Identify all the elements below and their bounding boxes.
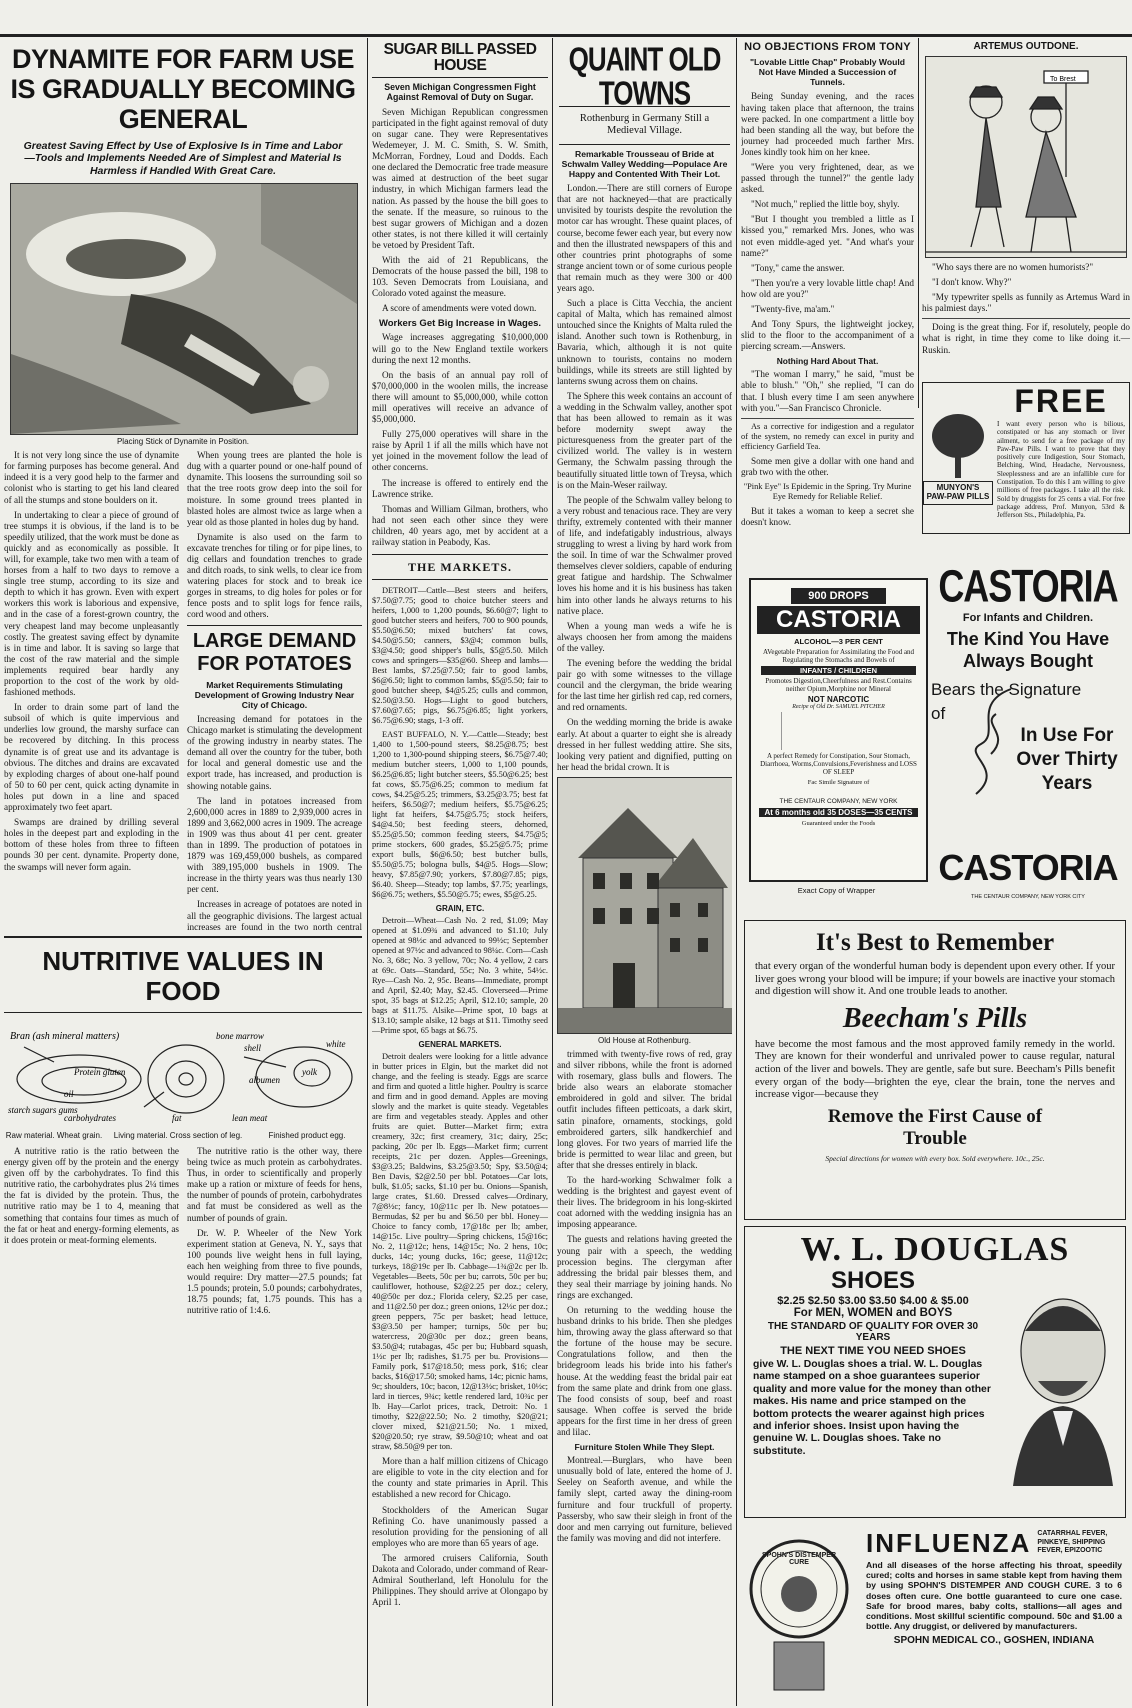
paragraph: London.—There are still corners of Europe that are not hackneyed—that are practically unvisited by tourists despite the revolution the motor car has wrought. These quaint places, of course, become fewer each year, but every now and then the illustrated newspapers of this and other countries print photographs of some strange ancient town or of some curious people that remain much as they were 300 or 400 years ago. <box>557 183 732 294</box>
paragraph: Stockholders of the American Sugar Refining Co. have unanimously passed a resolution providing for the pensioning of all employes who are more than 65 years of age. <box>372 1504 548 1548</box>
paragraph: Dr. W. P. Wheeler of the New York experiment station at Geneva, N. Y., says that 100 pounds live weight hens in full laying, each hen weighing from three to five pounds, would require: Dry matter—27.5 pounds; fat 1.5 pounds; protein, 5.0 pounds; carbohydrates, 18.75 pounds; fat, 1.75 pounds. This has a nutritive ratio of 1:4.6. <box>187 1227 362 1316</box>
tony-column <box>741 42 914 617</box>
market-report: Detroit—Wheat—Cash No. 2 red, $1.09; May opened at $1.09¾ and advanced to $1.10; July opened at 98½c and advanced to 99½c; September opened at 97½c and advanced to 98¼c. Corn—Cash No. 3, 68c; No. 3 yellow, 70c; No. 4 yellow, 2 cars at 69c. Oats—Standard, 55c; No. 3 white, 54½c. Rye—Cash No. 2, 95c. Beans—Immediate, prompt and April, $2.40; May, $2.45. Cloverseed—Prime spot, 35 bags at $12.25; April, $12.10; sample, 20 bags at $11.75. Alsike—Prime spot, 10 bags at $13.10; sample alsike, 12 bags at $11. Timothy seed—Prime spot, 65 bags at $6.75. <box>372 916 548 1036</box>
artemus-cartoon <box>925 56 1127 258</box>
douglas-for: For MEN, WOMEN and BOYS <box>793 1307 953 1319</box>
paragraph: As a corrective for indigestion and a regulator of the system, no remedy can excel in purity and efficiency Garfield Tea. <box>741 418 914 452</box>
paragraph: To the hard-working Schwalmer folk a wedding is the brightest and gayest event of their lives. The bridegroom in his long-skirted coat adorned with the wedding insignia has an imposing appearance. <box>557 1174 732 1230</box>
diagram-caption: Finished product egg. <box>268 1131 346 1140</box>
paragraph: It is not very long since the use of dynamite for farming purposes has become general. And indeed it is a very good help to the farmer and colonist who is starting to get his land cleared of all the stumps and stone boulders on it. <box>4 450 179 505</box>
bottle-text: Guaranteed under the Foods <box>801 820 876 827</box>
diagram-label: oil <box>64 1089 74 1099</box>
bottle-text: Fac Simile Signature of <box>807 779 870 786</box>
illustration-caption: Old House at Rothenburg. <box>598 1035 691 1045</box>
influenza-company: SPOHN MEDICAL CO., GOSHEN, INDIANA <box>893 1635 1095 1647</box>
diagram-label: bone marrow <box>216 1031 264 1041</box>
article-deck: Greatest Saving Effect by Use of Explosive Is in Time and Labor—Tools and Implements Needed Are of Simplest and Material Is Harmless if Handled With Great Care. <box>23 140 343 177</box>
diagram-label: carbohydrates <box>64 1113 116 1123</box>
diagram-label: starch sugars gums <box>8 1105 78 1115</box>
paragraph: "The woman I marry," he said, "must be able to blush." "Oh," she replied, "I can do that. I blush every time I am seen anywhere with you."—San Francisco Chronicle. <box>741 369 914 413</box>
paragraph: Such a place is Citta Vecchia, the ancient capital of Malta, which has remained almost untouched since the Knights of Malta ruled the island. Another such town is Rothenburg, in Bavaria, which, although it is not quite unknown to tourists, contains no modern buildings, while its streets are still lighted by lanterns swung across them on chains. <box>557 298 732 386</box>
douglas-prices: $2.25 $2.50 $3.00 $3.50 $4.00 & $5.00 <box>777 1295 969 1307</box>
paragraph: The armored cruisers California, South Dakota and Colorado, under command of Rear-Admiral Southerland, left Honolulu for the Philippines. They should arrive at Olongapo by April 1. <box>372 1552 548 1608</box>
column-rule <box>736 38 737 1706</box>
market-report: EAST BUFFALO, N. Y.—Cattle—Steady; best 1,400 to 1,500-pound steers, $8.25@8.75; best 1,200 to 1,300-pound shipping steers, $6.75@7.40; medium butcher steers, 1,000 to 1,100 pounds, $6.25@6.85; light butcher steers, $5.50@6.25; best fat cows, $5.75@6.25; common to medium fat cows, $4.25@5.25; trimmers, $3.25@3.75; best fat heifers, $6.50@7; medium heifers, $5.75@6.25; light fat heifers, $4.75@5.75; stock heifers, $4@4.50; best feeding steers, dehorned, $5.25@5.50; common feeding steers, $4.75@5; prime stockers, 600 grades, $5.25@5.75; prime export bulls, $6@6.50; best butcher bulls, $5.50@5.75; bologna bulls, $4@5. Hogs—Slow; heavy, $7.85@7.90; yorkers, $7.80@7.85; pigs, $6.40. Sheep—Steady; top lambs, $7.75; yearlings, $6@6.75; wethers, $5.50@5.75; ewes, $5@5.25. <box>372 730 548 900</box>
bottle-text: ALCOHOL—3 PER CENT <box>794 637 883 646</box>
paragraph: The Sphere this week contains an account of a wedding in the Schwalm valley, another spot that has been allowed to remain as it was before modernity swept away the picturesqueness from the greater part of the civilized world. The valley is in western Germany, the Schwalm passing through the beautifully situated little town of Treysa, which is on the Main-Weser railway. <box>557 390 732 490</box>
paragraph: Fully 275,000 operatives will share in the raise by April 1 if all the mills which have not yet joined in the movement follow the lead of other concerns. <box>372 429 548 473</box>
dynamite-column-left <box>4 450 179 932</box>
spohn-badge: SPOHN'S DISTEMPER CURE <box>761 1552 836 1566</box>
paragraph: When young trees are planted the hole is dug with a quarter pound or one-half pound of dynamite. This loosens the surrounding soil so that the tree roots grow deep into the soil for moisture. In some ground trees planted in blasted holes are almost twice as large when a year old as those planted in holes dug by hand. <box>187 450 362 527</box>
subheading: Nothing Hard About That. <box>776 356 879 367</box>
markets-headline: THE MARKETS. <box>372 554 548 580</box>
paragraph: In order to drain some part of land the subsoil of which is quite impervious and underlies low ground, the marshy surface can be recovered by ditching. In this process dynamite is of great use and its advantage is obvious. The ditches and drains are excavated by exploding charges of about one-half pound of 50 to 60 per cent, quick acting dynamite in holes put down in a line and spaced approximately two feet apart. <box>4 702 179 813</box>
article-headline: QUAINT OLD TOWNS <box>568 42 721 113</box>
paragraph: Seven Michigan Republican congressmen participated in the fight against removal of duty on sugar cane. They were Representatives Wedemeyer, J. M. C. Smith, S. W. Smith, McMorran, Fordney, Loud and Dodds. Each one declared the Democratic free trade measure was aimed at destruction of the beet sugar industry, in which Michigan farmers lead the nation. As passed by the house the bill goes to the senate. If the measure, so ruinous to the best sugar growers of Michigan and a dozen other states, is not there killed it will certainly be vetoed by President Taft. <box>372 106 548 250</box>
bottle-text: THE CENTAUR COMPANY, NEW YORK <box>779 798 898 805</box>
article-headline: NO OBJECTIONS FROM TONY <box>744 42 911 53</box>
paragraph: The increase is offered to entirely end the Lawrence strike. <box>372 477 548 499</box>
paragraph: Increases in acreage of potatoes are noted in all the geographic divisions. The largest actual increases are found in the two north central <box>187 899 362 932</box>
beecham-text: that every organ of the wonderful human body is dependent upon every other. If your liver goes wrong your blood will be impure; if your bowels are inactive your stomach and digestion will show it. And one trouble leads to another. <box>755 961 1115 998</box>
douglas-next: THE NEXT TIME YOU NEED SHOES <box>780 1345 966 1357</box>
bottle-text: AVegetable Preparation for Assimilating the Food and Regulating the Stomachs and Bowels of <box>762 648 915 664</box>
pawpaw-tree-icon <box>928 411 988 481</box>
influenza-sub: CATARRHAL FEVER, PINKEYE, SHIPPING FEVER, EPIZOOTIC <box>1037 1530 1108 1555</box>
article-headline: LARGE DEMAND FOR POTATOES <box>192 629 357 675</box>
munyon-ad <box>922 382 1130 534</box>
dynamite-article <box>4 42 362 932</box>
top-rule <box>0 34 1132 37</box>
old-house-illustration <box>557 777 732 1034</box>
diagram-label: Bran (ash mineral matters) <box>10 1031 120 1042</box>
bottle-text: INFANTS / CHILDREN <box>761 666 916 675</box>
article-deck: "Lovable Little Chap" Probably Would Not Have Minded a Succession of Tunnels. <box>749 57 906 88</box>
castoria-slogan: The Kind You Have Always Bought <box>946 629 1110 671</box>
castoria-in-use: In Use For Over Thirty Years <box>1016 725 1118 794</box>
drops-label: 900 DROPS <box>791 588 886 604</box>
paragraph: The evening before the wedding the bridal pair go with some witnesses to the village council and the clergyman, the bride wearing for the last time her girlish red cap, red corners, and red ornaments. <box>557 658 732 713</box>
paragraph: On returning to the wedding house the husband drinks to his bride. Then she pledges him, throwing away the glass afterward so that the fortune of the house may be secure. Congratulations follow, and then the bridegroom leads his bride into his father's house. At the wedding feast the bridal pair eat from the same plate and drink from one glass. The food consists of soup, beef and roast sausage. When coffee is served the bride appears for the first time in her dress of green and lilac. <box>557 1305 732 1438</box>
paragraph: Being Sunday evening, and the races having taken place that afternoon, the trains were packed. In one compartment a little boy had been standing all the way, but before the journey had proceeded much farther Mrs. Jones kindly took him on her knee. <box>741 91 914 157</box>
paragraph: A nutritive ratio is the ratio between the energy given off by the protein and the energy given off by the carbohydrates. To find this nutritive ratio, the carbohydrates plus 2¼ times the fat is divided by the protein. Thus, the nutritive ratio may be 1 to 4, meaning that something that contains four times as much of the fat or heat and energy-forming elements, as it does protein or meat-forming elements. <box>4 1146 179 1245</box>
paragraph: "Twenty-five, ma'am." <box>751 304 835 315</box>
free-headline: FREE <box>1014 383 1108 419</box>
subheading: Workers Get Big Increase in Wages. <box>378 318 542 330</box>
castoria-bottle <box>749 578 928 882</box>
beecham-remove: Remove the First Cause of Trouble <box>827 1105 1043 1149</box>
artemus-column <box>922 42 1130 372</box>
influenza-ad <box>744 1524 1124 1704</box>
subheading: Furniture Stolen While They Slept. <box>574 1442 715 1453</box>
market-report: DETROIT—Cattle—Best steers and heifers, $7.50@7.75; good to choice butcher steers and heifers, 1,000 to 1,200 pounds, $6.60@7; light to good butcher steers and heifers, 700 to 900 pounds, $5.50@6.50; mixed butchers' fat cows, $4.50@5.50; canners, $3@4; common bulls, $3@4.50; good shipper's bulls, $5@5.50. Milch cows and springers—$35@60. Sheep and lambs—Best lambs, $7.25@7.50; fair to good lambs, $6@6.50; light to common lambs, $5@5.50; fair to good butcher sheep, $4@5.25; culls and common, $2.50@3.50. Hogs—Light to good butchers, $7.60@7.65; pigs, $6.75@6.85; light yorkers, $6.75@6.90; stags, 1-3 off. <box>372 586 548 726</box>
diagram-label: yolk <box>302 1067 317 1077</box>
douglas-name: W. L. DOUGLAS <box>800 1231 1070 1268</box>
paragraph: The people of the Schwalm valley belong to a very robust and tenacious race. They are very thrifty, extremely contented with their manner of life, and indefatigably industrious, always struggling to wrest a living by hard work from the soil. In time of war the Schwalmer proved themselves clever soldiers, capable of enduring great fatigue and hardship. The Schwalmer loves his home and it is his business has taken him into other lands he always returns to his native place. <box>557 494 732 616</box>
douglas-ad <box>744 1226 1126 1518</box>
diagram-label: white <box>326 1039 346 1049</box>
notice: "Pink Eye" Is Epidemic in the Spring. Try Murine Eye Remedy for Reliable Relief. <box>743 481 912 501</box>
paragraph: In undertaking to clear a piece of ground of tree stumps it is obvious, if the land is to be speedily utilized, that the work must be done as quickly and as economically as possible. It will, for example, take two men with a team of horses from a half to two days to remove a single tree stump, according to its size and depth to which it has grown. Even with expert workers this work is laborious and expensive, and in the case of a forest-grown country, the very cheapest land may become unpleasantly costly. The greatest saving effect by dynamite is in time and labor. It is saving so large that the cost of the raw material and the simple implements required bear hardly any proportion to the cost of the work by old-fashioned methods. <box>4 509 179 698</box>
beecham-text: have become the most famous and the most approved family remedy in the world. They are known for their wonderful and unrivaled power to cause regular, natural action of the liver and bowels. They are gentle, safe but sure. Beecham's Pills benefit every organ of the body—brighten the eye, clear the brain, tone the nerves and increase vigor—because they <box>755 1038 1115 1101</box>
illustration-caption: Placing Stick of Dynamite in Position. <box>116 437 250 447</box>
beecham-brand: Beecham's Pills <box>842 1002 1028 1034</box>
nutritive-article <box>4 936 362 1706</box>
subheading: GENERAL MARKETS. <box>418 1040 502 1050</box>
douglas-standard: THE STANDARD OF QUALITY FOR OVER 30 YEARS <box>767 1321 979 1343</box>
paragraph: On the wedding morning the bride is awake early. At about a quarter to eight she is already dressed in her fullest wedding attire. She sits, looking very patient and dignified, putting on her head the bridal crown. It is <box>557 717 732 772</box>
bottle-brand: CASTORIA <box>757 606 920 634</box>
paragraph: Montreal.—Burglars, who have been unusually bold of late, entered the home of J. Seeley on Seaforth avenue, and while the family slept, carted away the dining-room furniture and four truckfull of property. Passersby, who saw their sleigh in front of the door and men carrying out furniture, believed the family was moving and did not interfere. <box>557 1455 732 1543</box>
beecham-headline: It's Best to Remember <box>815 929 1055 956</box>
castoria-ad <box>741 562 1127 910</box>
paragraph: trimmed with twenty-five rows of red, gray and silver ribbons, while the front is adorned with rosemary, glass bulls and flowers. The bride also wears an elaborate stomacher embroidered in gold and silver. The bridal outfit includes fifteen petticoats, a dark skirt, satin pinafore, ornaments, stockings, gold embroidered garters, silk handkerchief and long gloves. For two years of married life the bride is permitted to wear lilac and green, but after that she dresses entirely in black. <box>557 1048 732 1170</box>
castoria-subtitle: For Infants and Children. <box>962 612 1094 624</box>
paragraph: Some men give a dollar with one hand and grab two with the other. <box>741 455 914 477</box>
paragraph: "Not much," replied the little boy, shyly. <box>751 199 900 210</box>
douglas-portrait <box>993 1271 1123 1491</box>
influenza-title: INFLUENZA <box>866 1528 1032 1558</box>
column-rule <box>552 38 553 1706</box>
subheading: GRAIN, ETC. <box>435 904 485 914</box>
bottle-text: A perfect Remedy for Constipation, Sour Stomach, Diarrhoea, Worms,Convulsions,Feverishness and LOSS OF SLEEP <box>760 752 917 776</box>
cartoon-title: ARTEMUS OUTDONE. <box>973 42 1079 52</box>
diagram-label: fat <box>172 1113 182 1123</box>
diagram-caption: Raw material. Wheat grain. <box>5 1131 103 1140</box>
bottle-text: At 6 months old 35 DOSES—35 CENTS <box>759 808 918 817</box>
paragraph: "But I thought you trembled a little as I kissed you," remarked Mrs. Jones, who was not even middle-aged yet. "And what's your name?" <box>741 214 914 258</box>
diagram-label: shell <box>244 1043 261 1053</box>
douglas-text: give W. L. Douglas shoes a trial. W. L. Douglas name stamped on a shoe guarantees superior quality and more value for the money than other makes. His name and price stamped on the bottom protects the wearer against high prices and inferior shoes. Insist upon having the genuine W. L. Douglas shoes. Take no substitute. <box>753 1359 991 1457</box>
paragraph: Increasing demand for potatoes in the Chicago market is stimulating the development of the growing industry in nearby states. The demand all over the country for the tuber, both for local and general domestic use and the export trade, has increased, and production is showing notable gains. <box>187 713 362 791</box>
nutritive-diagram <box>4 1017 362 1129</box>
market-report: Detroit dealers were looking for a little advance in butter prices in Elgin, but the market did not change, and the feeling is steady. Eggs are scarce and firm and quoted a little higher. Poultry is scarce and firm and in good demand. Apples are moving slowly and the market is quite steady. Vegetables are firm and vegetables steady. Apples and other fruits are quiet. Butter—Market firm; extra creamery, 32c; first creamery, 31c; dairy, 25c; packing, 20c per lb. Eggs—Market firm; current receipts, 21c per dozen. Apples—Greenings, $3@3.25; Baldwins, $3.25@3.50; Spy, $3.50@4; Ben Davis, $2@2.50 per bbl. Potatoes—Car lots, bulk, $1.05; sacks, $1.10 per bu. Onions—Spanish, large crates, $1.60. Dressed calves—Ordinary, 7@8½c; fancy, 10@11c per lb. New potatoes—Bermudas, $2 per bu and $6.50 per bbl. Honey—Choice to fancy comb, 17@18c per lb; amber, 14@15c. Live poultry—Spring chickens, 15@16c; No. 2, 11@12c; hens, 14@15c; No. 2 hens, 10c; ducks, 14c; young ducks, 16c; geese, 11@12c; turkeys, 18@19c per lb. Cabbage—1¾@2c per lb. Vegetables—Beets, 50c per bu; carrots, 50c per bu; cauliflower, hothouse, $2@2.25 per doz.; celery, 40@50c per doz.; Florida celery, $2.25 per case, and 11@2.50 per doz.; green onions, 12½c per doz.; green peppers, 75c per basket; head lettuce, $3@3.50 per hamper; turnips, 50c per bu; watercress, 20@30c per doz.; green beans, $3.50@4; rutabagas, 45c per bu; Hubbard squash, 1½c per lb; radishes, $1.75 per bu. Provisions—Family pork, $17@18.50; mess pork, $16; clear backs, $16@17.50; smoked hams, 14c; picnic hams, 9c; shoulders, 10c; bacon, 12@13½c; brisket, 10½c; lard in tierces, 9¾c; kettle rendered lard, 10¾c per lb. Hay—Carlot prices, track, Detroit: No. 1 timothy, $22@22.50; No. 2 timothy, $20@21; clover mixed, $21@21.50; No. 1 mixed, $20@20.50; rye straw, $9.50@10; wheat and oat straw, $8.50@9 per ton. <box>372 1052 548 1452</box>
castoria-footer: THE CENTAUR COMPANY, NEW YORK CITY <box>971 894 1085 900</box>
article-deck: Market Requirements Stimulating Development of Growing Industry Near City of Chicago. <box>194 679 355 710</box>
paragraph: "Were you very frightened, dear, as we passed through the tunnel?" the gentle lady asked. <box>741 161 914 195</box>
wrapper-caption: Exact Copy of Wrapper <box>797 886 876 895</box>
column-rule <box>367 38 368 1706</box>
paragraph: The land in potatoes increased from 2,600,000 acres in 1889 to 2,939,000 acres in 1899 and 3,662,000 acres in 1909. The acreage in 1909 was thus about 41 per cent. greater than in 1899. The production of potatoes in 1879 was 169,459,000 bushels, as compared with 389,195,000 bushels in 1909. The increase in the thirty years was thus nearly 130 per cent. <box>187 795 362 895</box>
castoria-bears: Bears the Signature of <box>931 680 1082 723</box>
castoria-title: CASTORIA <box>938 562 1118 612</box>
paragraph: Wage increases aggregating $10,000,000 will go to the New England textile workers during the next 12 months. <box>372 332 548 365</box>
castoria-title: CASTORIA <box>938 847 1118 888</box>
paragraph: "I don't know. Why?" <box>932 277 1012 288</box>
article-deck: Rothenburg in Germany Still a Medieval Village. <box>559 106 730 145</box>
cartoon-sign: To Brest <box>1050 76 1076 83</box>
paragraph: "Tony," came the answer. <box>751 262 845 273</box>
dynamite-illustration <box>10 183 358 435</box>
beecham-ad <box>744 920 1126 1220</box>
douglas-shoes: SHOES <box>830 1267 916 1294</box>
munyon-brand: MUNYON'S PAW-PAW PILLS <box>923 481 993 505</box>
bottle-text: NOT NARCOTIC <box>807 695 870 704</box>
paragraph: But it takes a woman to keep a secret she doesn't know. <box>741 505 914 528</box>
influenza-text: And all diseases of the horse affecting his throat, speedily cured; colts and horses in same stable kept from having them by using SPOHN'S DISTEMPER AND COUGH CURE. 3 to 6 doses often cure. One bottle guaranteed to cure one case. Safe for brood mares, baby colts, stallions—all ages and conditions. Most skillful scientific compound. 50c and $1.00 a bottle. Any druggist, or delivered by manufacturers. <box>866 1560 1122 1632</box>
potatoes-article <box>187 625 362 932</box>
article-headline: SUGAR BILL PASSED HOUSE <box>372 42 548 78</box>
paragraph: More than a half million citizens of Chicago are eligible to vote in the city election and for the county and state primaries in April. This established a new record for Chicago. <box>372 1456 548 1500</box>
paragraph: Swamps are drained by drilling several holes in the deepest part and exploding in the bottom of these holes from three to fifteen pounds 30 per cent. dynamite. Property done, the swamps will never form again. <box>4 817 179 872</box>
paragraph: On the basis of an annual pay roll of $70,000,000 in the woolen mills, the increase there will amount to $5,000,000, while cotton mill operatives will receive an advance of $5,000,000. <box>372 369 548 425</box>
sugar-markets-column <box>372 42 548 1704</box>
diagram-label: lean meat <box>232 1113 268 1123</box>
paragraph: With the aid of 21 Republicans, the Democrats of the house passed the bill, 198 to 103. Seven Democrats from Louisiana, and Colorado voted against the measure. <box>372 254 548 299</box>
paragraph: Doing is the great thing. For if, resolutely, people do what is right, in time they come to like doing it.—Ruskin. <box>922 318 1130 355</box>
beecham-footer: Special directions for women with every box. Sold everywhere. 10c., 25c. <box>825 1153 1045 1163</box>
paragraph: The nutritive ratio is the other way, there being twice as much protein as carbohydrates. Thus, in order to scientifically and properly make up a ration or mixture of feeds for hens, the number of pounds of protein, carbohydrates and fat must be considered as well as the number of pounds of grain. <box>187 1146 362 1223</box>
paragraph: Thomas and William Gilman, brothers, who had not seen each other since they were children, 40 years ago, met by accident at a railway station in Peabody, Kas. <box>372 503 548 548</box>
diagram-label: albumen <box>249 1075 280 1085</box>
paragraph: The guests and relations having greeted the young pair with a speech, the wedding procession begins. The clergyman after addressing the bridal pair blesses them, and they seal their marriage by joining hands. No rings are exchanged. <box>557 1234 732 1300</box>
article-headline: DYNAMITE FOR FARM USE IS GRADUALLY BECOMING GENERAL <box>10 44 356 134</box>
paragraph: Dynamite is also used on the farm to excavate trenches for tiling or for pipe lines, to dig cellars and foundation trenches to grade and ditch roads, to sink wells, to clear ice from watering places for stock and to break ice gorges in streams, to dig holes for poles or for fence posts and to split logs for fence rails, cord wood and others. <box>187 531 362 620</box>
column-rule <box>918 38 919 408</box>
dynamite-column-right <box>187 450 362 932</box>
paragraph: And Tony Spurs, the lightweight jockey, slid to the floor to the accompaniment of a piercing scream.—Answers. <box>741 319 914 352</box>
paragraph: "My typewriter spells as funnily as Artemus Ward in his palmiest days." <box>922 292 1130 314</box>
paragraph: "Then you're a very lovable little chap! And how old are you?" <box>741 277 914 299</box>
article-deck: Remarkable Trousseau of Bride at Schwalm Valley Wedding—Populace Are Happy and Contented With Their Lot. <box>561 148 728 180</box>
munyon-text: I want every person who is bilious, constipated or has any stomach or liver ailment, to send for a free package of my Paw-Paw Pills. I want to prove that they positively cure Indigestion, Sour Stomach, Belching, Wind, Headache, Nervousness, Sleeplessness and are an infallible cure for Constipation. To do this I am willing to give millions of free packages. I take all the risk. Sold by druggists for 25 cents a vial. For free package address, Prof. Munyon, 53rd & Jefferson Sts., Philadelphia, Pa. <box>997 420 1125 520</box>
paragraph: When a young man weds a wife he is always choosen her from among the maidens of the valley. <box>557 620 732 653</box>
quaint-towns-column <box>557 42 732 1704</box>
diagram-label: Protein gluten <box>74 1067 126 1077</box>
bottle-text: Promotes Digestion,Cheerfulness and Rest.Contains neither Opium,Morphine nor Mineral <box>765 677 912 693</box>
bottle-text: Recipe of Old Dr. SAMUEL PITCHER <box>792 704 885 710</box>
diagram-caption: Living material. Cross section of leg. <box>113 1131 243 1140</box>
article-deck: Seven Michigan Congressmen Fight Against Removal of Duty on Sugar. <box>384 82 536 103</box>
paragraph: A score of amendments were voted down. <box>382 303 537 314</box>
article-headline: NUTRITIVE VALUES IN FOOD <box>42 946 324 1006</box>
paragraph: "Who says there are no women humorists?" <box>932 262 1094 272</box>
